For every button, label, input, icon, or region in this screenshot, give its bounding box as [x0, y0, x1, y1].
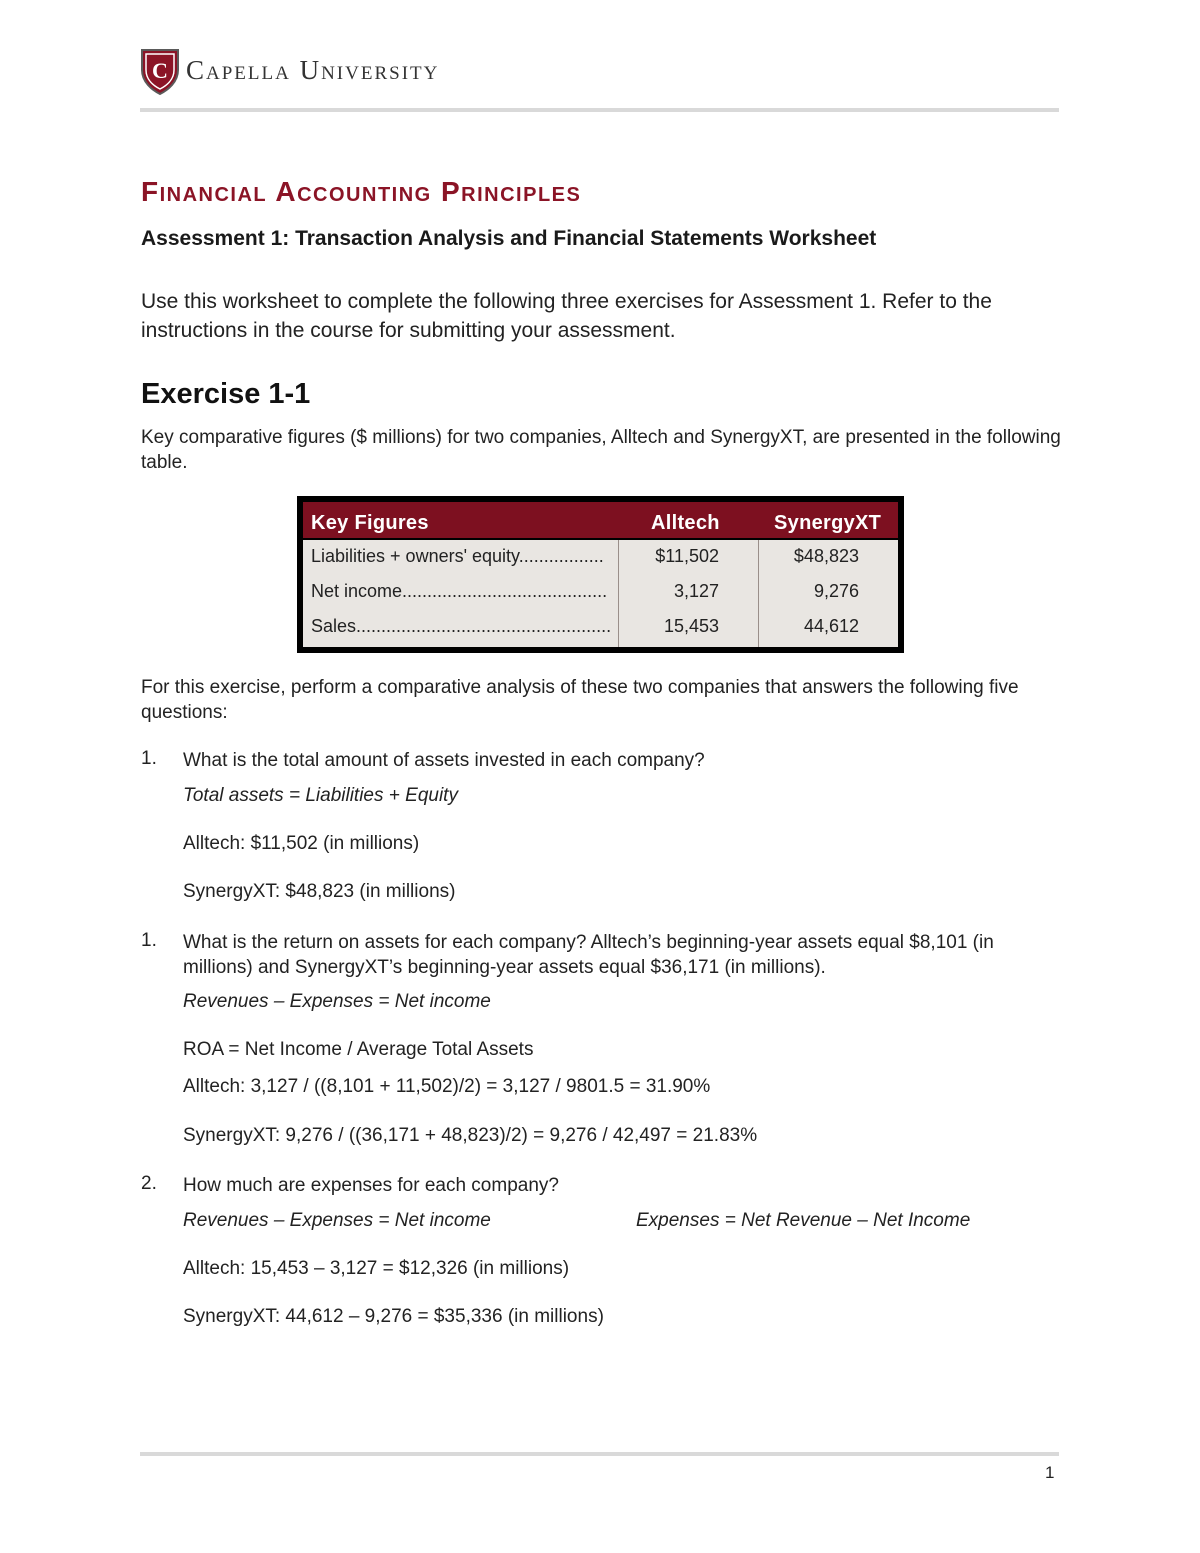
question-number: 1. [141, 748, 157, 769]
question-3-synergyxt-answer: SynergyXT: 44,612 – 9,276 = $35,336 (in millions) [183, 1306, 604, 1327]
capella-shield-logo [140, 48, 180, 96]
header-divider [140, 108, 1059, 112]
table-cell-alltech: $11,502 [655, 546, 719, 566]
table-cell-alltech: 15,453 [663, 616, 719, 636]
question-1-synergyxt-answer: SynergyXT: $48,823 (in millions) [183, 881, 456, 902]
table-header-alltech: Alltech [651, 512, 720, 534]
question-1-alltech-answer: Alltech: $11,502 (in millions) [183, 833, 420, 854]
question-1-formula: Total assets = Liabilities + Equity [183, 785, 458, 806]
table-cell-label: Net income......................................... [311, 581, 608, 601]
exercise-heading: Exercise 1-1 [141, 378, 311, 410]
exercise-description: Key comparative figures ($ millions) for two companies, Alltech and SynergyXT, are presented in the following table. [141, 427, 1061, 473]
question-2-roa-formula: ROA = Net Income / Average Total Assets [183, 1039, 534, 1060]
question-number: 1. [141, 930, 157, 951]
table-cell-synergyxt: 44,612 [803, 616, 859, 636]
column-divider [758, 540, 759, 647]
question-3-alltech-answer: Alltech: 15,453 – 3,127 = $12,326 (in millions) [183, 1258, 570, 1279]
table-cell-label: Liabilities + owners' equity................. [311, 546, 604, 566]
footer-divider [140, 1452, 1059, 1456]
question-2-text: What is the return on assets for each company? Alltech’s beginning-year assets equal $8,101 (in millions) and SynergyXT’s beginning-year assets equal $36,171 (in millions). [183, 932, 994, 978]
question-3-formula-left: Revenues – Expenses = Net income [183, 1210, 491, 1231]
svg-text:C: C [152, 58, 168, 83]
table-body [303, 540, 898, 647]
question-3-formula-right: Expenses = Net Revenue – Net Income [636, 1210, 971, 1231]
assessment-title: Assessment 1: Transaction Analysis and Financial Statements Worksheet [141, 227, 877, 250]
question-2-synergyxt-answer: SynergyXT: 9,276 / ((36,171 + 48,823)/2) = 9,276 / 42,497 = 21.83% [183, 1125, 758, 1146]
intro-paragraph: Use this worksheet to complete the following three exercises for Assessment 1. Refer to the instructions in the course for submitting your assessment. [141, 290, 992, 342]
key-figures-table [297, 496, 904, 653]
table-header-key-figures: Key Figures [311, 512, 429, 534]
course-title: Financial Accounting Principles [141, 176, 582, 207]
question-2-alltech-answer: Alltech: 3,127 / ((8,101 + 11,502)/2) = 3,127 / 9801.5 = 31.90% [183, 1076, 711, 1097]
table-header-row [303, 502, 898, 538]
table-cell-alltech: 3,127 [673, 581, 719, 601]
question-number: 2. [141, 1173, 157, 1194]
page-number: 1 [1045, 1463, 1055, 1482]
brand-name: Capella University [186, 55, 440, 85]
analysis-prompt: For this exercise, perform a comparative analysis of these two companies that answers the following five questions: [141, 677, 1019, 723]
table-header-synergyxt: SynergyXT [774, 512, 882, 534]
table-cell-synergyxt: $48,823 [793, 546, 859, 566]
table-cell-synergyxt: 9,276 [813, 581, 859, 601]
question-1-text: What is the total amount of assets invested in each company? [183, 750, 705, 771]
question-3-text: How much are expenses for each company? [183, 1175, 559, 1196]
question-2-formula: Revenues – Expenses = Net income [183, 991, 491, 1012]
table-cell-label: Sales................................................... [311, 616, 612, 636]
